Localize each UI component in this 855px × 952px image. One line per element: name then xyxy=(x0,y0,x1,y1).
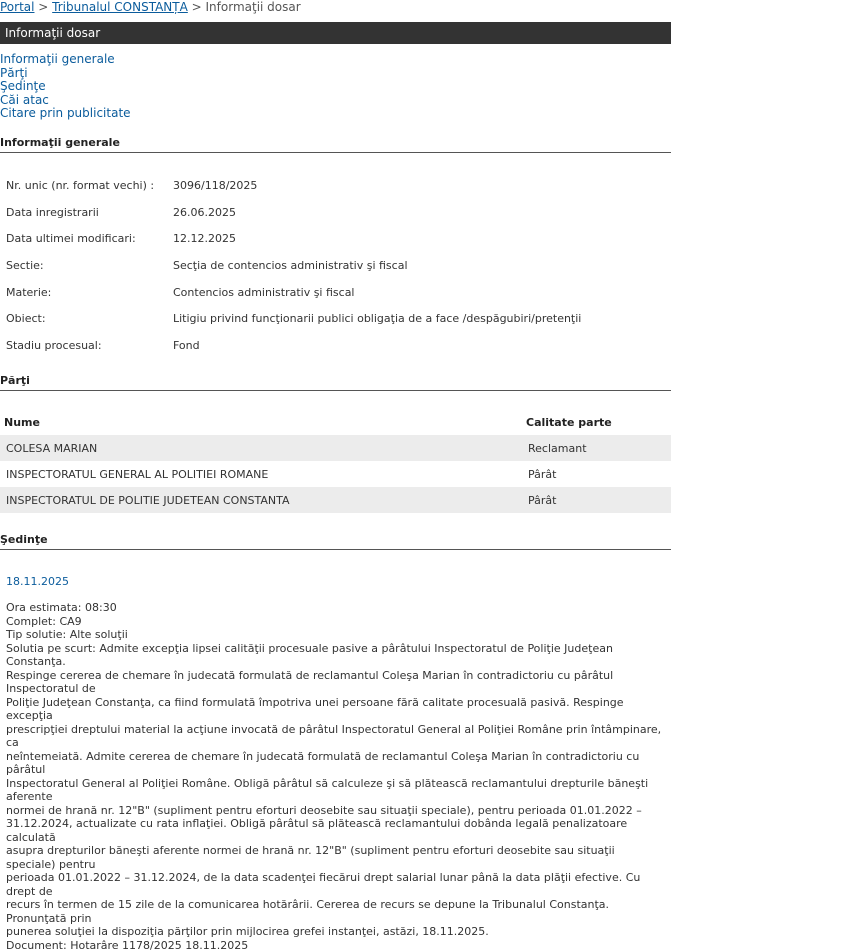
solutie-line: Respinge cererea de chemare în judecată formulată de reclamantul Coleşa Marian în contradictoriu cu pârâtul Inspectoratul de xyxy=(6,669,666,696)
breadcrumb-portal-link[interactable]: Portal xyxy=(0,0,34,14)
breadcrumb-separator: > xyxy=(34,0,52,14)
solutie-line: perioada 01.01.2022 – 31.12.2024, de la data scadenţei fiecărui drept salarial lunar până la data plăţii efective. Cu drept de xyxy=(6,871,666,898)
solutie-line: punerea soluţiei la dispoziţia părţilor prin mijlocirea grefei instanţei, astăzi, 18.11.2025. xyxy=(6,925,666,939)
party-name: COLESA MARIAN xyxy=(0,435,526,461)
solutie-line: Poliţie Judeţean Constanţa, ca fiind formulată împotriva unei persoane fără calitate procesuală pasivă. Respinge excepţia xyxy=(6,696,666,723)
sedinta-document: Document: Hotarâre 1178/2025 18.11.2025 xyxy=(6,939,666,952)
breadcrumb-tribunal-link[interactable]: Tribunalul CONSTANȚA xyxy=(52,0,188,14)
info-label: Stadiu procesual: xyxy=(6,339,102,352)
section-heading-sedinte: Şedinţe xyxy=(0,533,671,550)
page-title-bar xyxy=(0,22,671,44)
party-role: Pârât xyxy=(526,461,671,487)
solutie-line: recurs în termen de 15 zile de la comunicarea hotărârii. Cererea de recurs se depune la Tribunalul Constanţa. Pronunţată prin xyxy=(6,898,666,925)
info-label: Nr. unic (nr. format vechi) : xyxy=(6,179,154,192)
page-title: Informaţii dosar xyxy=(5,26,100,40)
breadcrumb xyxy=(0,0,301,14)
sedinta-complet: Complet: CA9 xyxy=(6,615,666,629)
sedinta-details xyxy=(6,601,666,952)
info-value: Secţia de contencios administrativ şi fiscal xyxy=(173,259,408,272)
breadcrumb-current: Informaţii dosar xyxy=(206,0,301,14)
section-anchor-links xyxy=(0,53,131,121)
table-row xyxy=(0,487,671,513)
solutie-line: neîntemeiată. Admite cererea de chemare în judecată formulată de reclamantul Coleşa Marian în contradictoriu cu pârâtul xyxy=(6,750,666,777)
parti-table xyxy=(0,409,671,513)
party-name: INSPECTORATUL DE POLITIE JUDETEAN CONSTANTA xyxy=(0,487,526,513)
anchor-cai-atac[interactable]: Căi atac xyxy=(0,94,131,108)
info-value: Litigiu privind funcţionarii publici obligaţia de a face /despăgubiri/pretenţii xyxy=(173,312,581,325)
party-role: Reclamant xyxy=(526,435,671,461)
sedinta-tip-solutie: Tip solutie: Alte soluţii xyxy=(6,628,666,642)
solutie-line: Inspectoratul General al Poliţiei Române. Obligă pârâtul să calculeze şi să plătească reclamantului drepturile băneşti aferente xyxy=(6,777,666,804)
anchor-citare-publicitate[interactable]: Citare prin publicitate xyxy=(0,107,131,121)
info-value: 3096/118/2025 xyxy=(173,179,257,192)
table-row xyxy=(0,435,671,461)
solutie-line: 31.12.2024, actualizate cu rata inflaţiei. Obligă pârâtul să plătească reclamantului dobânda legală penalizatoare calculată xyxy=(6,817,666,844)
info-value: 12.12.2025 xyxy=(173,232,236,245)
info-label: Data inregistrarii xyxy=(6,206,99,219)
anchor-parti[interactable]: Părţi xyxy=(0,67,131,81)
party-name: INSPECTORATUL GENERAL AL POLITIEI ROMANE xyxy=(0,461,526,487)
breadcrumb-separator: > xyxy=(188,0,206,14)
solutie-line: Solutia pe scurt: Admite excepţia lipsei calităţii procesuale pasive a pârâtului Inspectoratul de Poliţie Judeţean Constanţa. xyxy=(6,642,666,669)
section-heading-informatii-generale: Informaţii generale xyxy=(0,136,671,153)
info-label: Sectie: xyxy=(6,259,44,272)
section-heading-parti: Părţi xyxy=(0,374,671,391)
solutie-line: asupra drepturilor băneşti aferente normei de hrană nr. 12"B" (supliment pentru eforturi deosebite sau situaţii speciale) pentru xyxy=(6,844,666,871)
sedinta-date-link[interactable]: 18.11.2025 xyxy=(6,575,69,588)
solutie-line: prescripţiei dreptului material la acţiune invocată de pârâtul Inspectoratul General al Poliţiei Române prin întâmpinare, ca xyxy=(6,723,666,750)
anchor-sedinte[interactable]: Şedinţe xyxy=(0,80,131,94)
info-value: Contencios administrativ şi fiscal xyxy=(173,286,355,299)
column-header-nume: Nume xyxy=(0,409,526,435)
column-header-calitate: Calitate parte xyxy=(526,409,671,435)
table-row xyxy=(0,461,671,487)
table-header-row xyxy=(0,409,671,435)
info-value: Fond xyxy=(173,339,200,352)
info-label: Data ultimei modificari: xyxy=(6,232,136,245)
info-label: Obiect: xyxy=(6,312,46,325)
anchor-informatii-generale[interactable]: Informaţii generale xyxy=(0,53,131,67)
party-role: Pârât xyxy=(526,487,671,513)
solutie-line: normei de hrană nr. 12"B" (supliment pentru eforturi deosebite sau situaţii speciale), pentru perioada 01.01.2022 – xyxy=(6,804,666,818)
info-value: 26.06.2025 xyxy=(173,206,236,219)
sedinta-ora: Ora estimata: 08:30 xyxy=(6,601,666,615)
info-label: Materie: xyxy=(6,286,51,299)
